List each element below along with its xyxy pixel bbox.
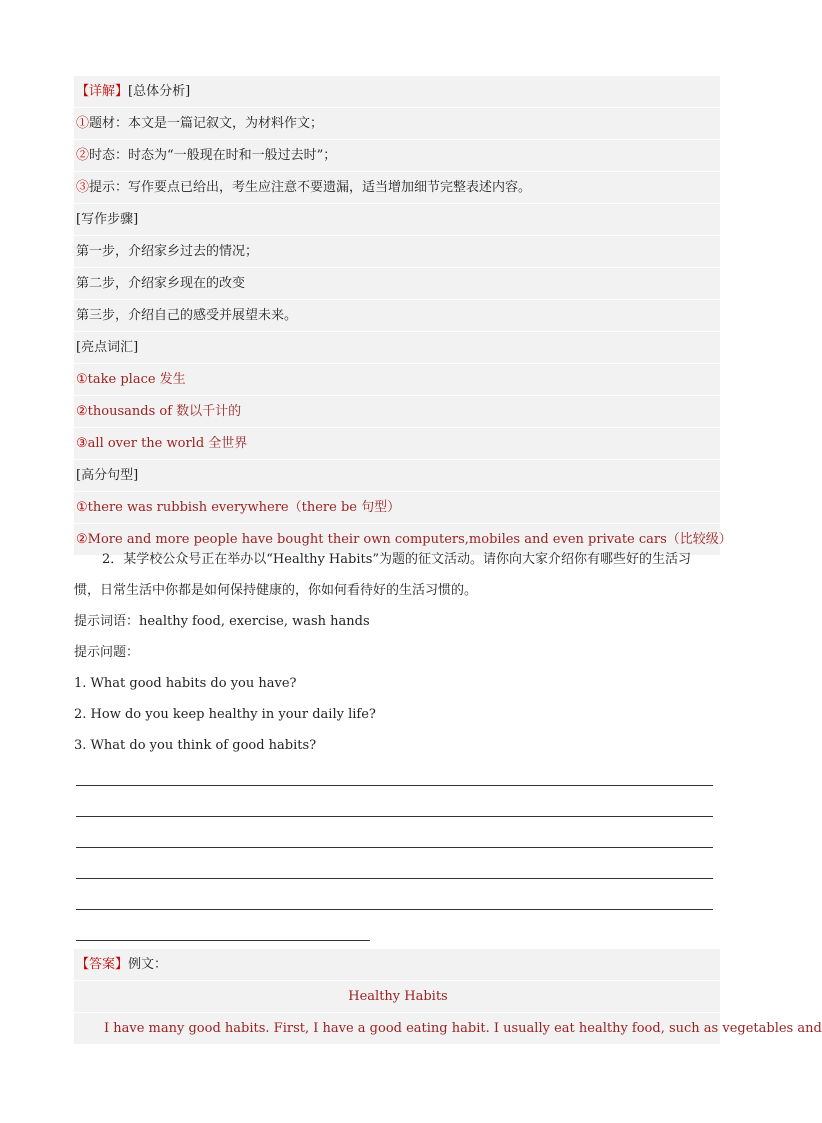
analysis-section [74,76,732,555]
vocab-number: ② [76,404,88,419]
analysis-heading [74,76,720,107]
vocab-title: [亮点词汇] [74,331,720,363]
sentence-text: More and more people have bought their own computers,mobiles and even private cars（比较级） [87,532,732,547]
point-number: ① [76,116,90,131]
writing-line [76,878,713,879]
steps-title: [写作步骤] [74,203,720,235]
analysis-point [74,139,720,171]
essay-first-line: I have many good habits. First, I have a good eating habit. I usually eat healthy food, such as vegetables and [74,1012,720,1044]
writing-line [76,909,713,910]
hint-question-item: 2. How do you keep healthy in your daily life? [74,707,376,722]
answer-mark: 【答案】 [76,957,129,972]
step-item: 第一步，介绍家乡过去的情况； [74,235,720,267]
overall-analysis-label: [总体分析] [128,84,191,99]
answer-heading [74,949,720,980]
writing-line [76,816,713,817]
writing-line [76,785,713,786]
vocab-item [74,427,720,459]
vocab-number: ① [76,372,88,387]
sentence-number: ① [76,500,88,515]
sentence-text: there was rubbish everywhere（there be 句型） [87,500,401,515]
answer-label: 例文： [128,957,168,972]
essay-title: Healthy Habits [74,980,720,1012]
analysis-point [74,171,720,203]
answer-section [74,949,822,1044]
point-text: 提示：写作要点已给出，考生应注意不要遗漏，适当增加细节完整表述内容。 [89,180,532,195]
vocab-number: ③ [76,436,88,451]
writing-line [76,847,713,848]
vocab-item [74,363,720,395]
writing-line-short [76,940,370,941]
question-line-1: 2．某学校公众号正在举办以“Healthy Habits”为题的征文活动。请你向大家介绍你有哪些好的生活习 [102,552,692,567]
hint-questions-label: 提示问题： [74,645,140,660]
step-item: 第三步，介绍自己的感受并展望未来。 [74,299,720,331]
hint-words: 提示词语：healthy food, exercise, wash hands [74,614,370,629]
vocab-item [74,395,720,427]
point-number: ② [76,148,90,163]
point-text: 题材：本文是一篇记叙文，为材料作文； [89,116,324,131]
step-item: 第二步，介绍家乡现在的改变 [74,267,720,299]
vocab-text: all over the world 全世界 [87,436,248,451]
vocab-text: thousands of 数以千计的 [87,404,242,419]
hint-question-item: 3. What do you think of good habits? [74,738,317,753]
vocab-text: take place 发生 [87,372,186,387]
question-line-2: 惯，日常生活中你都是如何保持健康的，你如何看待好的生活习惯的。 [74,583,478,598]
analysis-point [74,107,720,139]
detail-mark: 【详解】 [76,84,129,99]
sentences-title: [高分句型] [74,459,720,491]
point-text: 时态：时态为“一般现在时和一般过去时”； [89,148,337,163]
sentence-number: ② [76,532,88,547]
hint-question-item: 1. What good habits do you have? [74,676,297,691]
sentence-item [74,491,720,523]
point-number: ③ [76,180,90,195]
